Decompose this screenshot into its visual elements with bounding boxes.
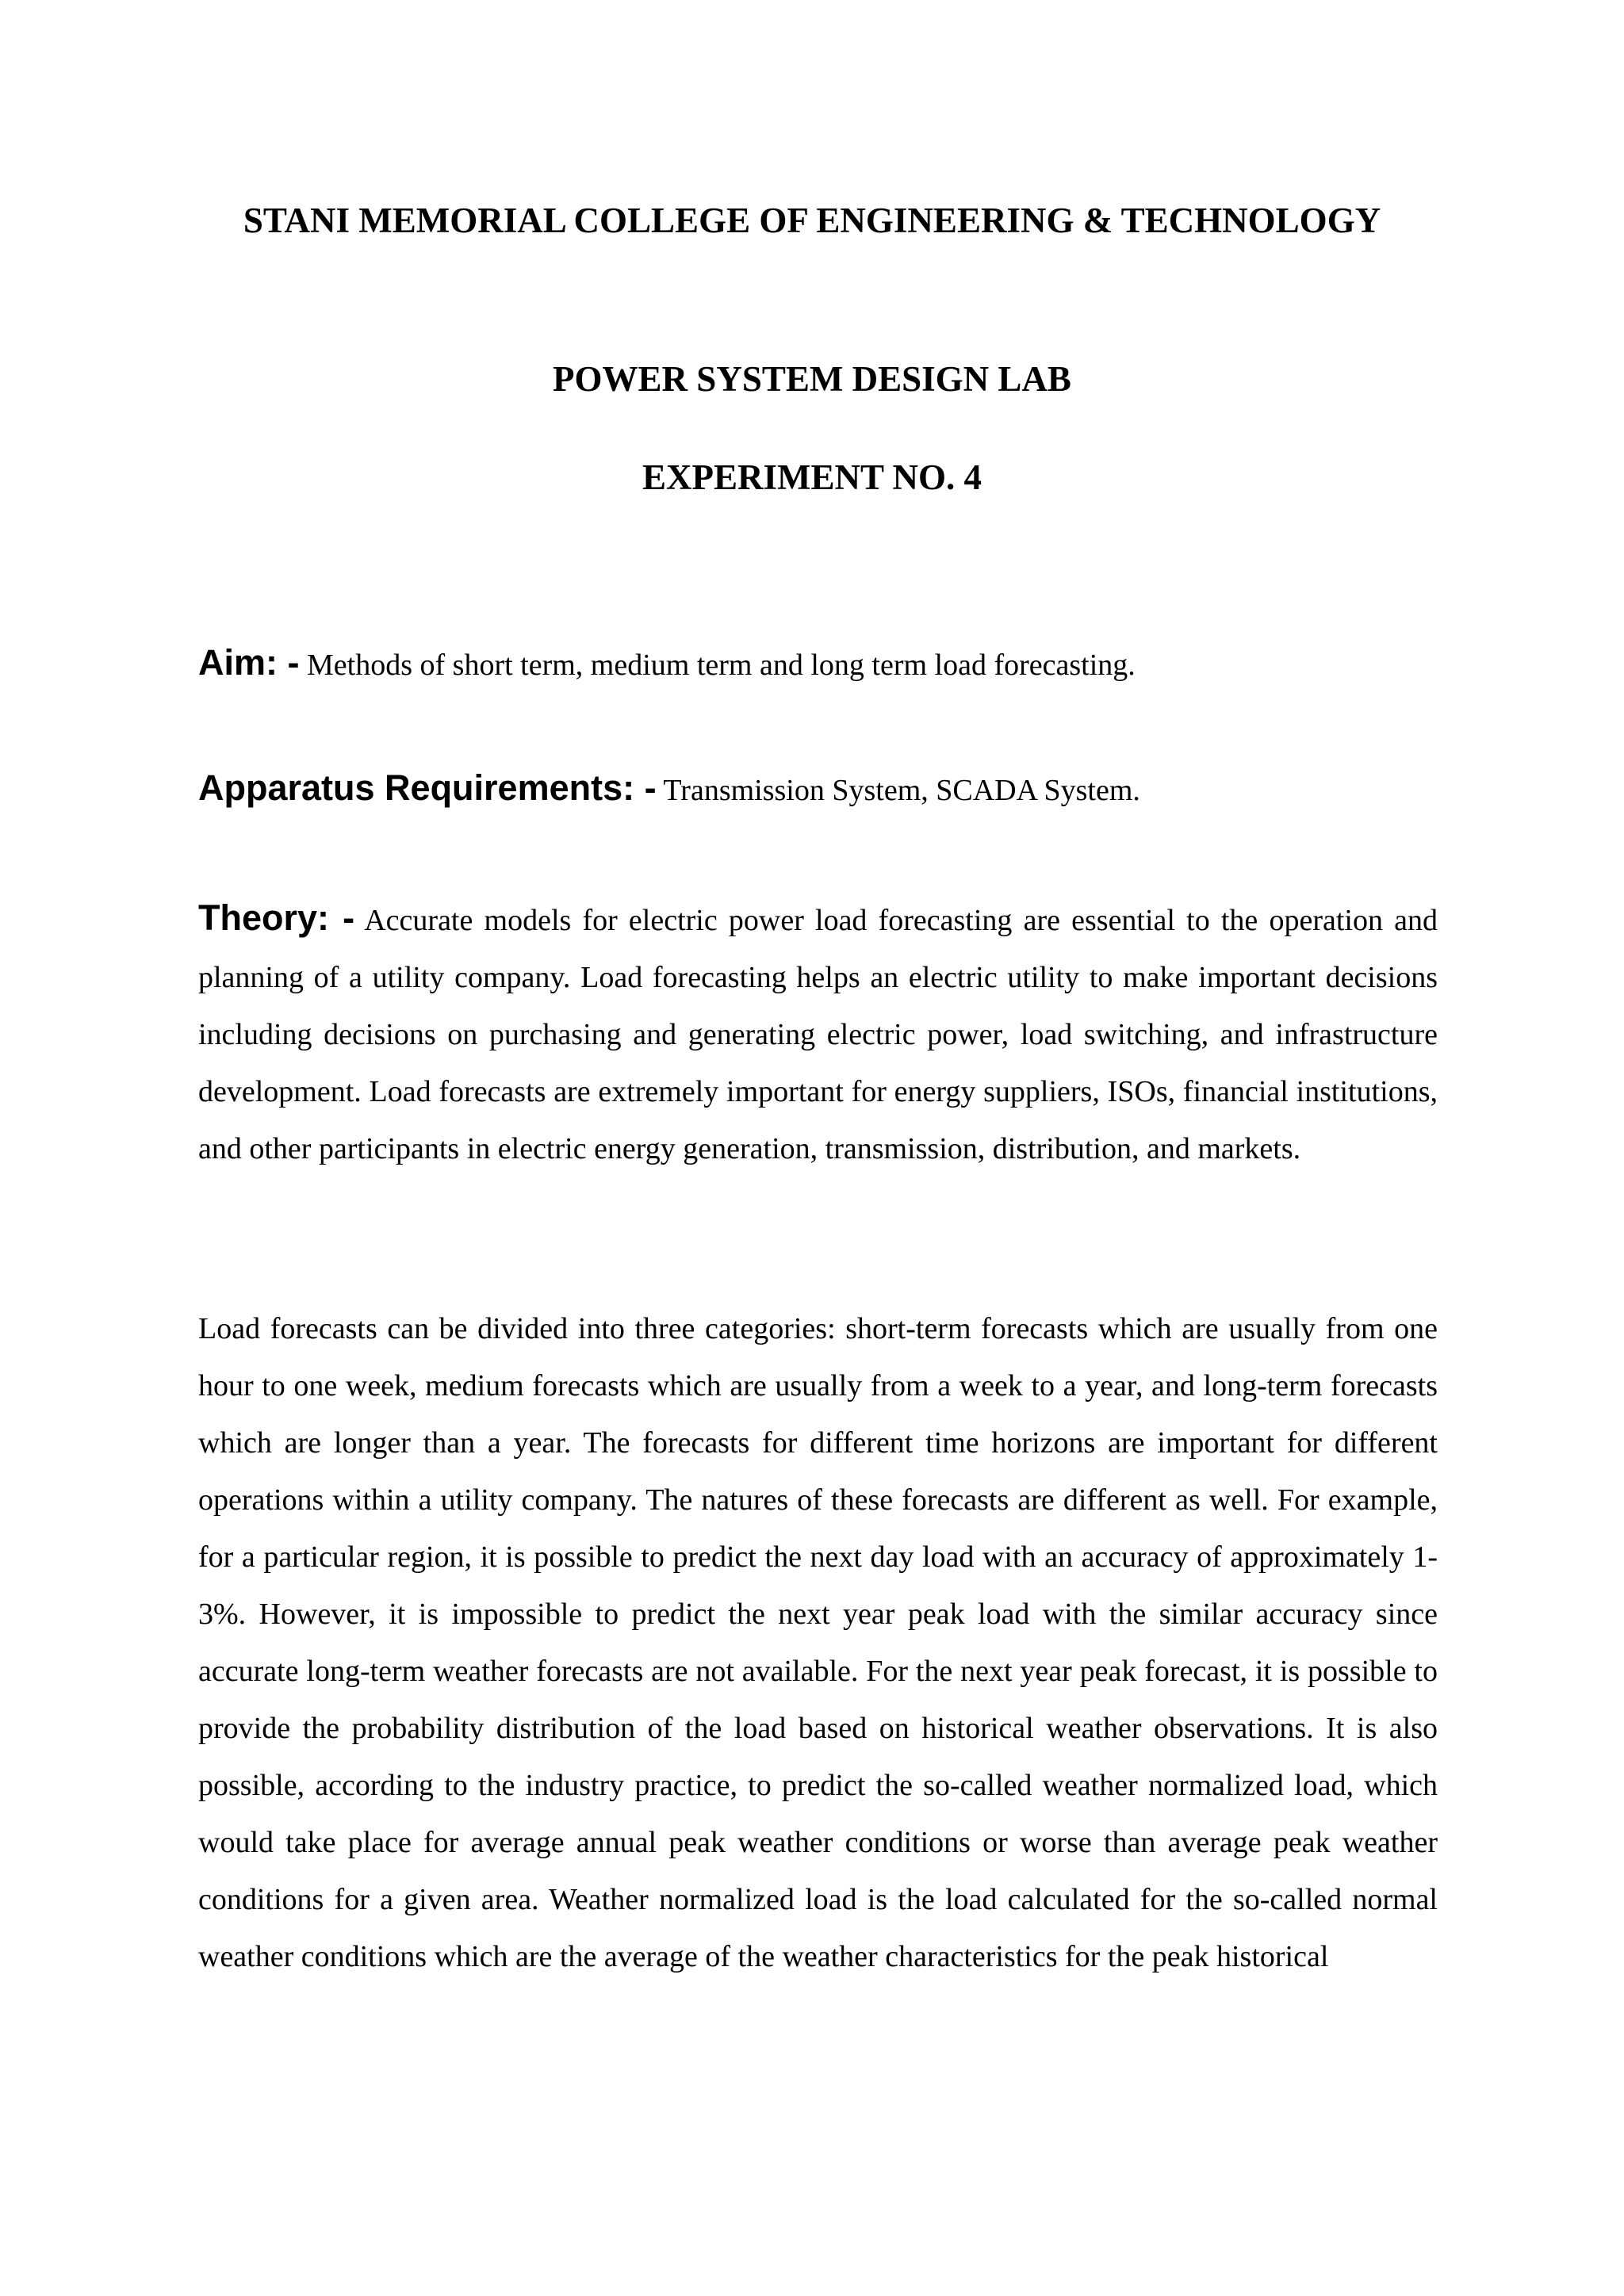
lab-name-heading: POWER SYSTEM DESIGN LAB: [553, 359, 1071, 399]
theory-text: Accurate models for electric power load forecasting are essential to the operation and planning of a utility company. Load forecasting helps an electric utility to make important decisions including decisions on purchasing and generating electric power, load switching, and infrastructure development. Load forecasts are extremely important for energy suppliers, ISOs, financial institutions, and other participants in electric energy generation, transmission, distribution, and markets.: [198, 904, 1438, 1165]
apparatus-label: Apparatus Requirements: -: [198, 767, 657, 808]
theory-paragraph: [198, 890, 1438, 1177]
experiment-number-heading: EXPERIMENT NO. 4: [642, 457, 982, 497]
aim-text: Methods of short term, medium term and long term load forecasting.: [299, 649, 1136, 682]
apparatus-section: [198, 760, 1438, 819]
forecast-categories-paragraph: Load forecasts can be divided into three categories: short-term forecasts which are usually from one hour to one week, medium forecasts which are usually from a week to a year, and long-term forecasts which are longer than a year. The forecasts for different time horizons are important for different operations within a utility company. The natures of these forecasts are different as well. For example, for a particular region, it is possible to predict the next day load with an accuracy of approximately 1-3%. However, it is impossible to predict the next year peak load with the similar accuracy since accurate long-term weather forecasts are not available. For the next year peak forecast, it is possible to provide the probability distribution of the load based on historical weather observations. It is also possible, according to the industry practice, to predict the so-called weather normalized load, which would take place for average annual peak weather conditions or worse than average peak weather conditions for a given area. Weather normalized load is the load calculated for the so-called normal weather conditions which are the average of the weather characteristics for the peak historical: [198, 1312, 1438, 1973]
college-name-heading: STANI MEMORIAL COLLEGE OF ENGINEERING & TECHNOLOGY: [243, 201, 1381, 240]
aim-label: Aim: -: [198, 642, 300, 683]
theory-label: Theory: -: [198, 897, 355, 938]
aim-section: [198, 634, 1438, 694]
apparatus-text: Transmission System, SCADA System.: [656, 774, 1140, 807]
